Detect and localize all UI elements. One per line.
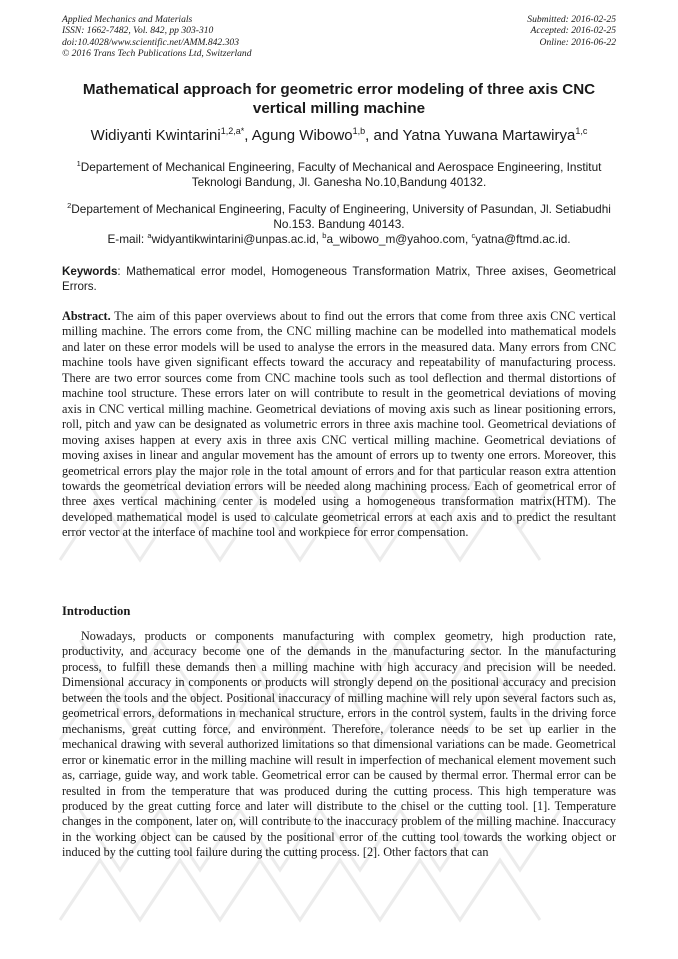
keywords-paragraph <box>62 264 616 294</box>
email-mark: a <box>147 231 152 240</box>
email-separator: , <box>464 231 472 246</box>
author-list <box>40 122 638 145</box>
header-right <box>527 14 616 48</box>
submitted-date: Submitted: 2016-02-25 <box>527 14 616 25</box>
header-left <box>62 14 252 60</box>
online-date: Online: 2016-06-22 <box>539 36 616 48</box>
email-address[interactable]: widyantikwintarini@unpas.ac.id <box>151 231 316 246</box>
affiliation-mark: 2 <box>67 201 72 210</box>
accepted-date: Accepted: 2016-02-25 <box>530 25 616 37</box>
affiliation-mark: 1 <box>76 159 81 168</box>
doi-line: doi:10.4028/www.scientific.net/AMM.842.303 <box>62 36 240 48</box>
affiliation-2 <box>62 198 616 232</box>
copyright-line: © 2016 Trans Tech Publications Ltd, Switzerland <box>62 48 252 60</box>
author-superscript: 1,b <box>352 126 366 136</box>
abstract-label: Abstract. <box>62 309 111 323</box>
author-name: Yatna Yuwana Martawirya <box>402 127 576 144</box>
journal-name: Applied Mechanics and Materials <box>62 14 193 25</box>
affiliation-text: Departement of Mechanical Engineering, Faculty of Mechanical and Aerospace Engineering, Institut Teknologi Bandung, Jl. Ganesha No.10,Bandung 40132. <box>80 159 602 189</box>
author-name: Widiyanti Kwintarini <box>90 127 221 144</box>
issn-line: ISSN: 1662-7482, Vol. 842, pp 303-310 <box>62 25 214 37</box>
email-address[interactable]: yatna@ftmd.ac.id. <box>475 231 571 246</box>
email-address[interactable]: a_wibowo_m@yahoo.com <box>326 231 465 246</box>
email-mark: b <box>322 231 327 240</box>
affiliation-1 <box>62 156 616 190</box>
abstract-paragraph <box>62 309 616 541</box>
email-separator: , <box>315 231 323 246</box>
introduction-heading: Introduction <box>62 604 131 618</box>
abstract-text: The aim of this paper overviews about to find out the errors that come from three axis CNC vertical milling machine. The errors come from, the CNC milling machine can be modelled into mathematical models and later on these error models will be used to analyse the errors in the measured data. Many errors from CNC machine tools have given significant effects toward the accuracy and repeatability of manufacturing process. There are two error sources come from CNC machine tools such as tool deflection and thermal distortions of machine tool structure. These errors later on will contribute to result in the geometrical deviations of moving axis in CNC vertical milling machine. Geometrical deviations of moving axis such as linear positioning errors, roll, pitch and yaw can be designated as volumetric errors in three axis machine tool. Geometrical deviations of moving axises happen at every axis in three axis CNC vertical milling machine. Geometrical deviations of moving axises in linear and angular movement has the amount of errors up to twenty one errors. Moreover, this geometrical errors play the major role in the total amount of errors and for that particular reason extra attention towards the geometrical deviation errors will be needed along machining process. Each of geometrical error of three axes vertical machining center is modeled using a homogeneous transformation matrix(HTM). The developed mathematical model is used to calculate geometrical errors at each axis and to predict the resultant error vector at the interface of machine tool and workpiece for error compensation. <box>62 309 616 540</box>
introduction-paragraph: Nowadays, products or components manufacturing with complex geometry, high production rate, productivity, and accuracy become one of the demands in the manufacturing sector. In the manufacturing process, to fulfill these demands then a milling machine with high accuracy and precision will be needed. Dimensional accuracy in components or products will strongly depend on the positional accuracy and precision between the tools and the object. Positional inaccuracy of milling machine will rely upon several factors such as, geometrical errors, deformations in mechanical structure, errors in the control system, faults in the driving force mechanisms, great cutting force, and environment. Therefore, tolerance needs to be set up earlier in the mechanical drawing with several authorized limitations so that dimensional variations can be made. Geometrical error or kinematic error in the milling machine will result in imperfection of mechanical element movement such as, carriage, guide way, and work table. Geometrical error can be caused by thermal error. Thermal error can be resulted in from the temperature that was produced during the cutting process. This high temperature was produced by the great cutting force and later will distribute to the chisel or the cutting tool. [1]. Temperature changes in the component, later on, will contribute to the inaccuracy problem of the milling machine. Inaccuracy in the working object can be caused by the positional error of the cutting tool towards the working object or induced by the cutting tool failure during the cutting process. [2]. Other factors that can <box>62 629 616 860</box>
author-separator: , <box>244 127 252 144</box>
author-separator: , and <box>365 127 403 144</box>
paper-title: Mathematical approach for geometric error modeling of three axis CNC vertical milling machine <box>82 81 596 117</box>
email-line <box>62 228 616 247</box>
author-name: Agung Wibowo <box>251 127 353 144</box>
author-superscript: 1,c <box>575 126 588 136</box>
email-mark: c <box>471 231 476 240</box>
author-superscript: 1,2,a* <box>220 126 245 136</box>
keywords-text: : Mathematical error model, Homogeneous Transformation Matrix, Three axises, Geometrical Errors. <box>62 265 616 293</box>
keywords-label: Keywords <box>62 265 118 278</box>
email-label: E-mail: <box>107 231 148 246</box>
affiliation-text: Departement of Mechanical Engineering, Faculty of Engineering, University of Pasundan, Jl. Setiabudhi No.153. Bandung 40143. <box>71 201 611 231</box>
